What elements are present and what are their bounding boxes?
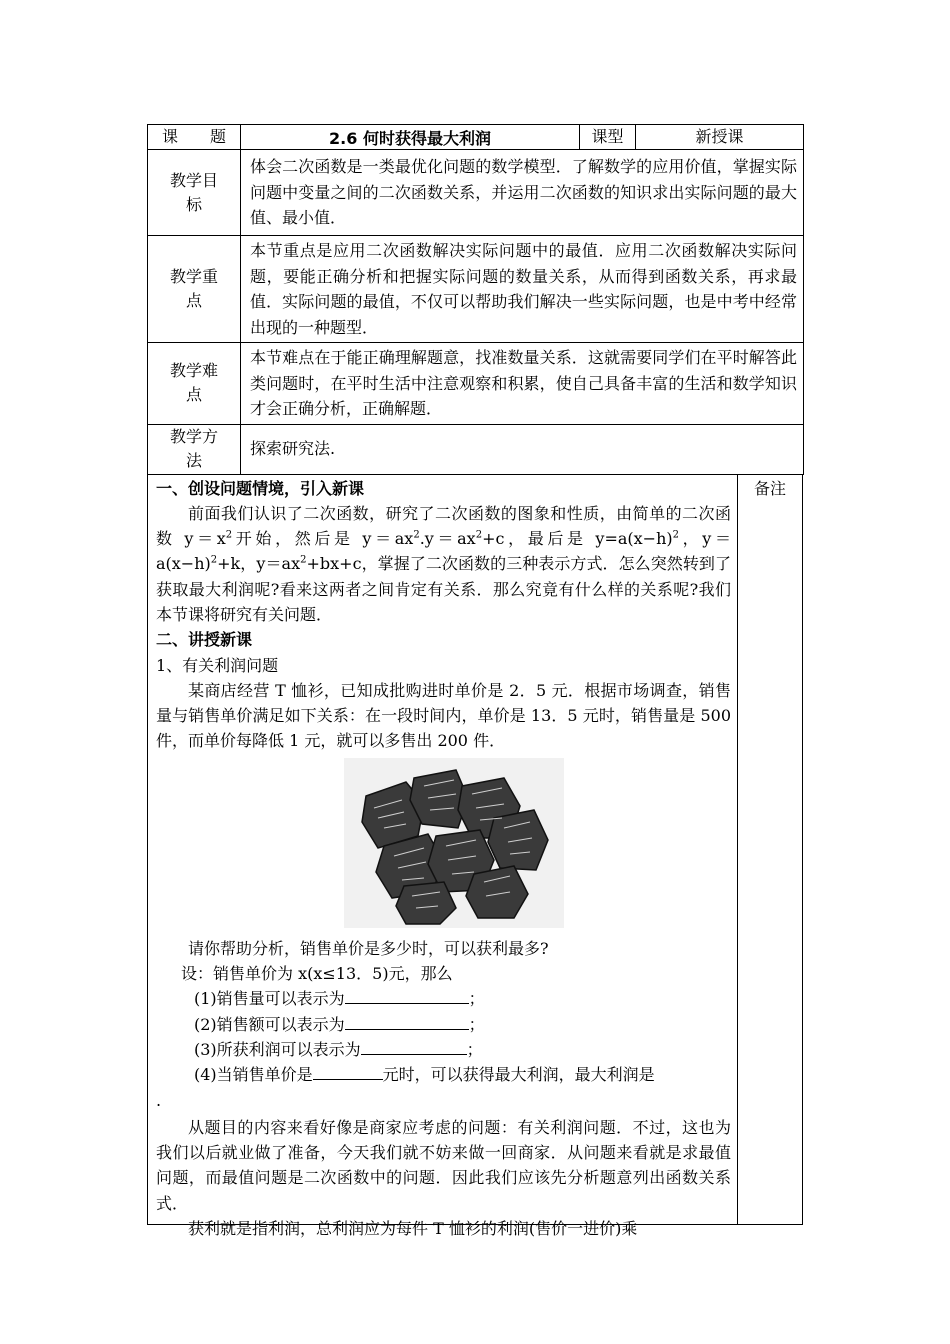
objectives-text: 体会二次函数是一类最优化问题的数学模型．了解数学的应用价值，掌握实际问题中变量之间的二次函数关系，并运用二次函数的知识求出实际问题的最大值、最小值． <box>241 150 804 236</box>
key-points-label: 教学重 点 <box>148 236 241 343</box>
section1-heading: 一、创设问题情境，引入新课 <box>156 478 365 498</box>
question-2: (2)销售额可以表示为 ； <box>156 1012 731 1037</box>
answer-blank-3[interactable] <box>361 1037 467 1055</box>
lesson-title: 2.6 何时获得最大利润 <box>241 125 580 150</box>
row-key-points <box>148 236 804 343</box>
topic-label: 课 题 <box>148 125 241 150</box>
objectives-label: 教学目 标 <box>148 150 241 236</box>
analysis-paragraph: 从题目的内容来看好像是商家应考虑的问题：有关利润问题．不过，这也为我们以后就业做了准备，今天我们就不妨来做一回商家．从问题来看就是求最值问题，而最值问题是二次函数中的问题．因此我们应该先分析题意列出函数关系式． <box>156 1117 731 1213</box>
row-method <box>148 424 804 474</box>
question-3: (3)所获利润可以表示为 ； <box>156 1037 731 1062</box>
question-text: 请你帮助分析，销售单价是多少时，可以获利最多? <box>188 938 549 958</box>
lesson-header-table <box>147 124 804 475</box>
profit-paragraph: 获利就是指利润，总利润应为每件 T 恤衫的利润(售价一进价)乘 <box>188 1219 638 1239</box>
key-points-text: 本节重点是应用二次函数解决实际问题中的最值．应用二次函数解决实际问题，要能正确分析和把握实际问题的数量关系，从而得到函数关系，再求最值．实际问题的最值，不仅可以帮助我们解决一些实际问题，也是中考中经常出现的一种题型． <box>241 236 804 343</box>
type-label: 课型 <box>580 125 636 150</box>
lesson-page <box>147 124 803 1239</box>
section2-subheading: 1、有关利润问题 <box>156 655 279 675</box>
type-value: 新授课 <box>636 125 804 150</box>
lesson-body <box>147 475 803 1239</box>
method-text: 探索研究法. <box>241 424 804 474</box>
method-label: 教学方 法 <box>148 424 241 474</box>
main-content-column <box>148 475 738 1239</box>
question-4-end: . <box>156 1090 162 1110</box>
difficulties-text: 本节难点在于能正确理解题意，找准数量关系．这就需要同学们在平时解答此类问题时，在平时生活中注意观察和积累，使自己具备丰富的生活和数学知识才会正确分析，正确解题． <box>241 343 804 425</box>
section2-heading: 二、讲授新课 <box>156 630 253 650</box>
notes-label: 备注 <box>753 478 786 498</box>
tshirt-pile-icon <box>344 758 564 928</box>
notes-column <box>738 475 802 1224</box>
question-1: (1)销售量可以表示为 ； <box>156 986 731 1011</box>
answer-blank-4[interactable] <box>313 1062 383 1080</box>
section1-paragraph: 前面我们认识了二次函数，研究了二次函数的图象和性质，由简单的二次函数 $y=x^2$开始，然后是 $y=ax^2.y=ax^2+c$，最后是 $y=a(x-h)^2$，$y=a(x-h)^2+k$，$y=ax^2+bx+c$，掌握了二次函数的三种表示方式．怎么突然转到了获取最大利润呢?看来这两者之间肯定有关系．那么究竟有什么样的关系呢?我们本节课将研究有关问题． <box>156 503 731 624</box>
difficulties-label: 教学难 点 <box>148 343 241 425</box>
row-difficulties <box>148 343 804 425</box>
question-4: (4)当销售单价是 元时，可以获得最大利润，最大利润是 <box>156 1062 731 1087</box>
answer-blank-1[interactable] <box>345 986 469 1004</box>
problem-statement: 某商店经营 T 恤衫，已知成批购进时单价是 2．5 元．根据市场调查，销售量与销售单价满足如下关系：在一段时间内，单价是 13．5 元时，销售量是 500 件，而单价每降低 1 元，就可以多售出 200 件． <box>156 680 731 751</box>
answer-blank-2[interactable] <box>345 1012 469 1030</box>
row-objectives <box>148 150 804 236</box>
setup-text: 设：销售单价为 x(x≤13．5)元，那么 <box>181 964 453 984</box>
tshirt-pile-image <box>344 758 564 928</box>
